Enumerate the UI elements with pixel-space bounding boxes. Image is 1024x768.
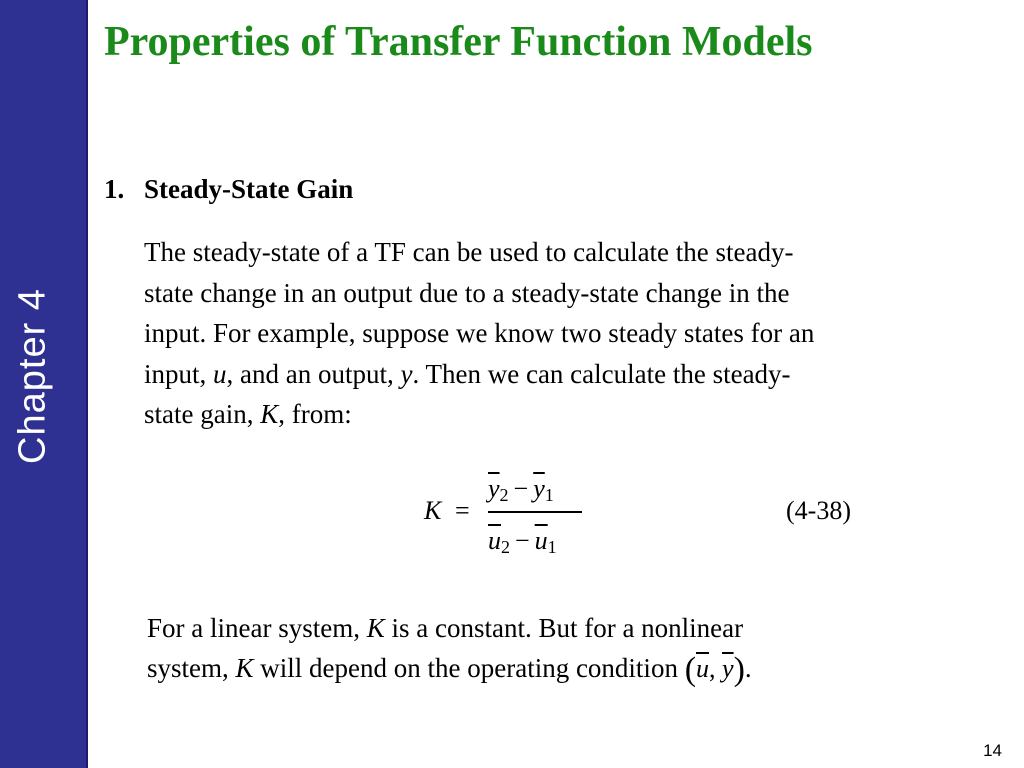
paragraph-line: [144, 354, 1004, 395]
text-run: . Then we can calculate the steady-: [412, 358, 791, 389]
u-bar-term: $\overline{u}$: [488, 526, 501, 555]
minus-sign: −: [513, 474, 529, 503]
body-paragraph-2: [147, 608, 987, 690]
paragraph-line: [147, 648, 987, 690]
variable-k: K: [260, 399, 279, 429]
body-paragraph: [144, 232, 1004, 435]
minus-sign: −: [515, 526, 530, 555]
slide-title: Properties of Transfer Function Models: [104, 19, 813, 65]
text-run: , and an output,: [226, 358, 401, 389]
text-run: system,: [147, 653, 236, 683]
text-run: input,: [144, 358, 214, 389]
chapter-sidebar: [0, 0, 88, 768]
paragraph-line: [147, 608, 987, 648]
paragraph-line: input. For example, suppose we know two steady states for an: [144, 318, 815, 348]
chapter-label: Chapter 4: [11, 288, 54, 464]
u-bar-term: $\overline{u}$: [696, 654, 710, 683]
paragraph-line: The steady-state of a TF can be used to calculate the steady-: [144, 237, 794, 267]
equation-equals: =: [455, 496, 470, 525]
subscript: 2: [501, 537, 510, 557]
close-paren: ): [733, 651, 745, 688]
subscript: 1: [544, 485, 554, 505]
subscript: 2: [499, 485, 509, 505]
period: .: [744, 653, 752, 683]
y-bar-term: $\overline{y}$: [722, 654, 734, 683]
variable-u: u: [213, 358, 227, 389]
comma: ,: [709, 654, 723, 683]
equation-lhs: K: [424, 496, 442, 525]
variable-y: y: [400, 358, 413, 389]
equation-number: (4-38): [786, 496, 851, 525]
fraction-denominator: [488, 526, 582, 558]
text-run: will depend on the operating condition: [253, 653, 685, 683]
variable-k: K: [366, 613, 385, 643]
text-run: is a constant. But for a nonlinear: [384, 613, 744, 643]
variable-k: K: [235, 653, 254, 683]
page-number: 14: [983, 741, 1002, 760]
paragraph-line: state change in an output due to a steady-state change in the: [144, 277, 790, 308]
subscript: 1: [547, 537, 557, 557]
y-bar-term: $\overline{y}$: [533, 474, 545, 503]
fraction-numerator: [488, 474, 582, 506]
text-run: , from:: [278, 399, 352, 429]
list-item-number: 1.: [104, 174, 125, 204]
u-bar-term: $\overline{u}$: [534, 526, 548, 555]
operating-condition: [684, 651, 745, 688]
fraction-bar: [488, 511, 582, 513]
open-paren: (: [684, 651, 697, 688]
text-run: For a linear system,: [147, 613, 367, 643]
list-item-heading: Steady-State Gain: [144, 174, 354, 204]
text-run: state gain,: [144, 399, 261, 429]
y-bar-term: $\overline{y}$: [488, 474, 500, 503]
paragraph-line: [144, 394, 1004, 435]
